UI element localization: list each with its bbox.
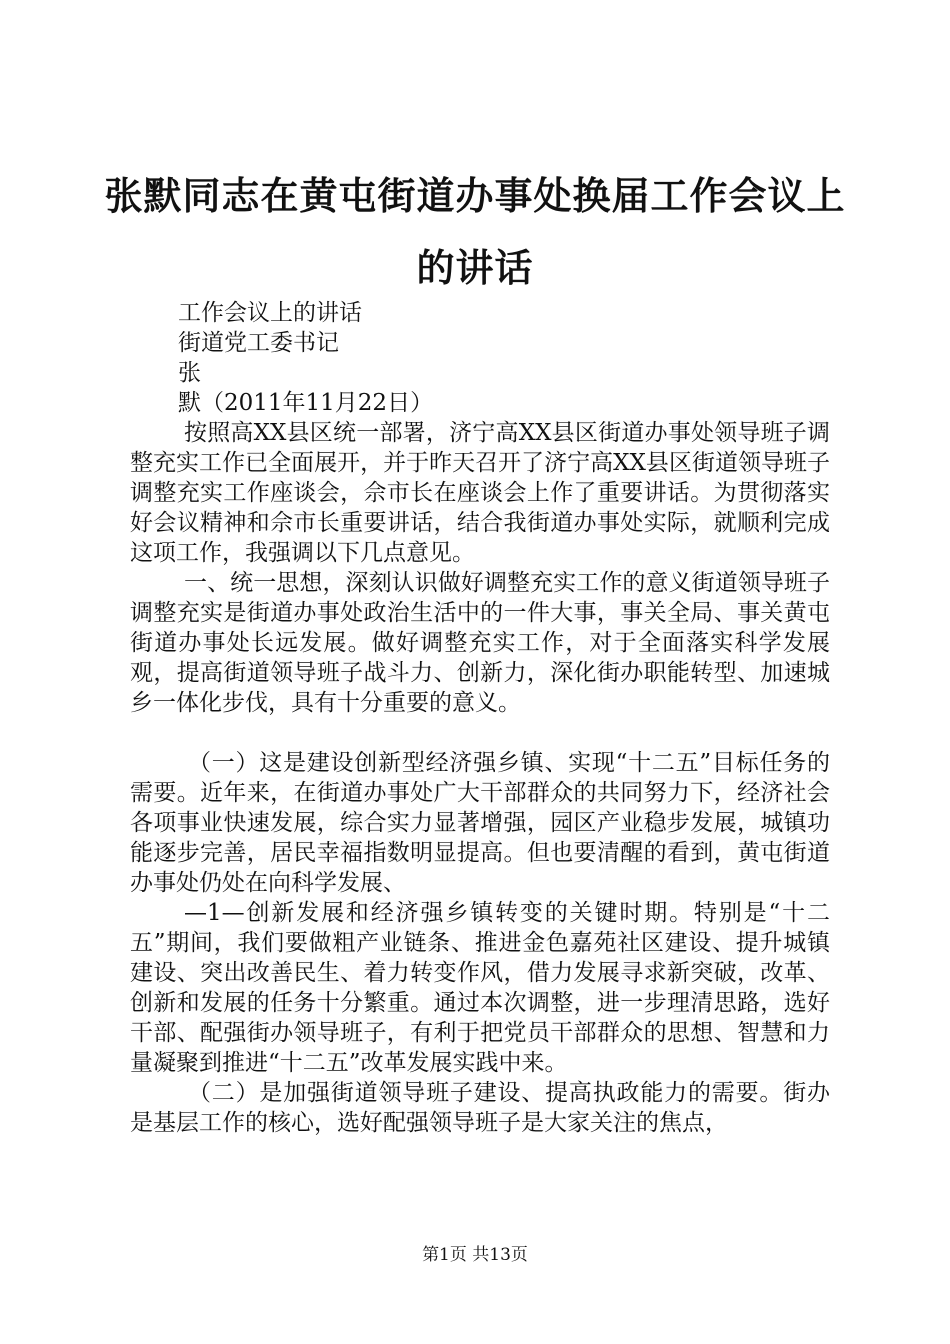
meta-line-surname: 张 bbox=[178, 360, 201, 386]
paragraph-section-one: 一、统一思想，深刻认识做好调整充实工作的意义街道领导班子调整充实是街道办事处政治生活中的一件大事，事关全局、事关黄屯街道办事处长远发展。做好调整充实工作，对于全面落实科学发展观，提高街道领导班子战斗力、创新力，深化街办职能转型、加速城乡一体化步伐，具有十分重要的意义。 bbox=[130, 570, 830, 716]
meta-line-meeting: 工作会议上的讲话 bbox=[178, 300, 362, 326]
document-title: 张默同志在黄屯街道办事处换届工作会议上的讲话 bbox=[104, 174, 846, 290]
page-footer: 第1页 共13页 bbox=[422, 1245, 528, 1265]
paragraph-gap bbox=[130, 718, 830, 748]
paragraph-intro: 按照高XX县区统一部署，济宁高XX县区街道办事处领导班子调整充实工作已全面展开，并于昨天召开了济宁高XX县区街道领导班子调整充实工作座谈会，佘市长在座谈会上作了重要讲话。为贯彻落实好会议精神和佘市长重要讲话，结合我街道办事处实际，就顺利完成这项工作，我强调以下几点意见。 bbox=[130, 420, 830, 566]
paragraph-point-one: （一）这是建设创新型经济强乡镇、实现“十二五”目标任务的需要。近年来，在街道办事处广大干部群众的共同努力下，经济社会各项事业快速发展，综合实力显著增强，园区产业稳步发展，城镇功能逐步完善，居民幸福指数明显提高。但也要清醒的看到，黄屯街道办事处仍处在向科学发展、 bbox=[130, 750, 830, 896]
paragraph-point-two: （二）是加强街道领导班子建设、提高执政能力的需要。街办是基层工作的核心，选好配强领导班子是大家关注的焦点， bbox=[130, 1080, 830, 1136]
document-body bbox=[130, 298, 830, 1138]
meta-line-name-date: 默（2011年11月22日） bbox=[178, 390, 434, 416]
meta-line-position: 街道党工委书记 bbox=[178, 330, 339, 356]
paragraph-continuation: —1—创新发展和经济强乡镇转变的关键时期。特别是“十二五”期间，我们要做粗产业链条、推进金色嘉苑社区建设、提升城镇建设、突出改善民生、着力转变作风，借力发展寻求新突破，改革、创新和发展的任务十分繁重。通过本次调整，进一步理清思路，选好干部、配强街办领导班子，有利于把党员干部群众的思想、智慧和力量凝聚到推进“十二五”改革发展实践中来。 bbox=[130, 900, 830, 1076]
